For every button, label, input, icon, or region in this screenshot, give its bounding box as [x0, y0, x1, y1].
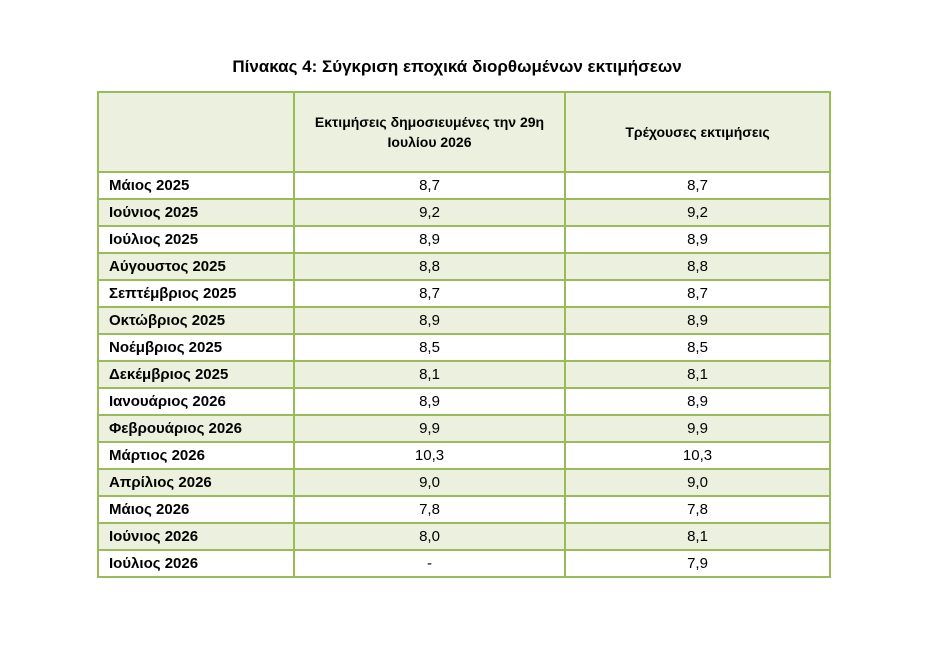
table-row [98, 172, 830, 199]
row-period: Μάιος 2025 [98, 172, 294, 199]
table-row [98, 334, 830, 361]
row-period: Ιούνιος 2026 [98, 523, 294, 550]
table-header-row [98, 92, 830, 172]
table-row [98, 388, 830, 415]
table-row [98, 469, 830, 496]
row-published-value: 9,2 [294, 199, 565, 226]
table-row [98, 307, 830, 334]
row-published-value: 8,7 [294, 280, 565, 307]
row-period: Οκτώβριος 2025 [98, 307, 294, 334]
row-period: Φεβρουάριος 2026 [98, 415, 294, 442]
row-period: Ιούλιος 2026 [98, 550, 294, 577]
header-current [565, 92, 830, 172]
row-period: Ιούνιος 2025 [98, 199, 294, 226]
row-current-value: 8,8 [565, 253, 830, 280]
row-current-value: 9,2 [565, 199, 830, 226]
row-published-value: 8,9 [294, 307, 565, 334]
table-row [98, 523, 830, 550]
row-current-value: 8,7 [565, 280, 830, 307]
row-current-value: 7,8 [565, 496, 830, 523]
row-period: Μάρτιος 2026 [98, 442, 294, 469]
table-row [98, 442, 830, 469]
row-period: Σεπτέμβριος 2025 [98, 280, 294, 307]
row-period: Ιανουάριος 2026 [98, 388, 294, 415]
row-published-value: 8,5 [294, 334, 565, 361]
row-published-value: 10,3 [294, 442, 565, 469]
row-published-value: 8,1 [294, 361, 565, 388]
row-period: Μάιος 2026 [98, 496, 294, 523]
row-published-value: 7,8 [294, 496, 565, 523]
row-current-value: 9,0 [565, 469, 830, 496]
row-period: Απρίλιος 2026 [98, 469, 294, 496]
comparison-table [97, 91, 831, 578]
header-published [294, 92, 565, 172]
header-published-label: Εκτιμήσεις δημοσιευμένες την 29η Ιουλίου 2026 [314, 114, 545, 150]
header-current-label: Τρέχουσες εκτιμήσεις [625, 124, 770, 140]
row-current-value: 8,9 [565, 226, 830, 253]
row-published-value: 8,0 [294, 523, 565, 550]
table-row [98, 280, 830, 307]
row-current-value: 8,9 [565, 307, 830, 334]
row-current-value: 7,9 [565, 550, 830, 577]
row-current-value: 9,9 [565, 415, 830, 442]
row-current-value: 8,7 [565, 172, 830, 199]
row-published-value: 8,7 [294, 172, 565, 199]
row-current-value: 8,1 [565, 361, 830, 388]
table-row [98, 496, 830, 523]
table-row [98, 253, 830, 280]
row-published-value: - [294, 550, 565, 577]
row-period: Αύγουστος 2025 [98, 253, 294, 280]
table-row [98, 199, 830, 226]
row-published-value: 8,8 [294, 253, 565, 280]
table-row [98, 361, 830, 388]
row-published-value: 8,9 [294, 388, 565, 415]
row-current-value: 8,1 [565, 523, 830, 550]
row-current-value: 8,5 [565, 334, 830, 361]
table-row [98, 415, 830, 442]
row-current-value: 10,3 [565, 442, 830, 469]
row-current-value: 8,9 [565, 388, 830, 415]
table-row [98, 226, 830, 253]
row-published-value: 9,0 [294, 469, 565, 496]
row-period: Νοέμβριος 2025 [98, 334, 294, 361]
table-row [98, 550, 830, 577]
row-published-value: 8,9 [294, 226, 565, 253]
row-period: Ιούλιος 2025 [98, 226, 294, 253]
table-title: Πίνακας 4: Σύγκριση εποχικά διορθωμένων εκτιμήσεων [232, 57, 682, 76]
row-published-value: 9,9 [294, 415, 565, 442]
header-period [98, 92, 294, 172]
row-period: Δεκέμβριος 2025 [98, 361, 294, 388]
